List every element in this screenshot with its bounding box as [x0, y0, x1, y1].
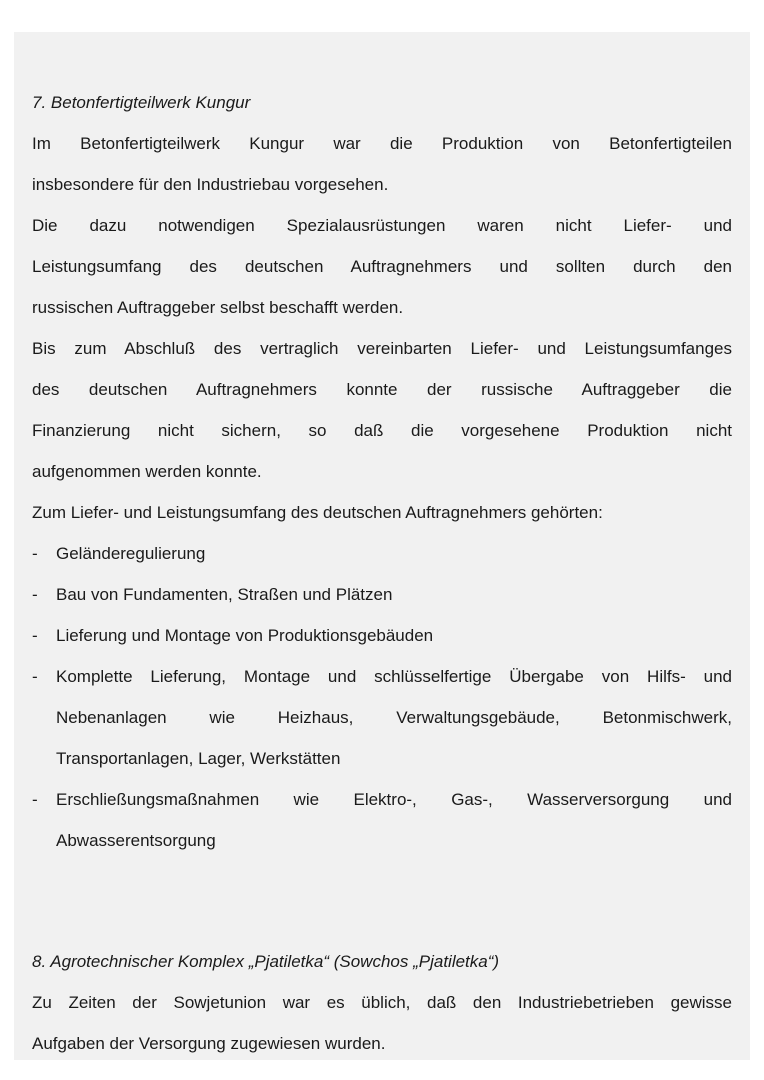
list-item: [32, 615, 732, 656]
text-line: Finanzierung nicht sichern, so daß die vorgesehene Produktion nicht: [32, 421, 732, 440]
section-7-paragraph-1: [32, 123, 732, 205]
scope-list: [32, 533, 732, 861]
text-line: Die dazu notwendigen Spezialausrüstungen waren nicht Liefer- und: [32, 216, 732, 235]
list-bullet: -: [32, 790, 38, 809]
list-item: [32, 656, 732, 779]
section-7-paragraph-2: [32, 205, 732, 328]
text-line: Aufgaben der Versorgung zugewiesen wurden.: [32, 1034, 386, 1053]
text-line: insbesondere für den Industriebau vorgesehen.: [32, 175, 389, 194]
section-8-paragraph-1: [32, 982, 732, 1064]
section-7: [32, 82, 732, 861]
text-line: Zu Zeiten der Sowjetunion war es üblich, daß den Industriebetrieben gewisse: [32, 993, 732, 1012]
list-item-line: Geländeregulierung: [56, 544, 206, 563]
list-item: [32, 533, 732, 574]
section-7-paragraph-4: Zum Liefer- und Leistungsumfang des deutschen Auftragnehmers gehörten:: [32, 503, 603, 522]
list-item-line: Nebenanlagen wie Heizhaus, Verwaltungsgebäude, Betonmischwerk,: [56, 708, 732, 727]
list-item-line: Komplette Lieferung, Montage und schlüsselfertige Übergabe von Hilfs- und: [56, 667, 732, 686]
list-bullet: -: [32, 585, 38, 604]
list-bullet: -: [32, 544, 38, 563]
section-8-heading: 8. Agrotechnischer Komplex „Pjatiletka“ (Sowchos „Pjatiletka“): [32, 952, 500, 971]
list-item: [32, 574, 732, 615]
document-page: [14, 32, 750, 1060]
list-item-line: Abwasserentsorgung: [56, 831, 216, 850]
text-line: aufgenommen werden konnte.: [32, 462, 262, 481]
text-line: russischen Auftraggeber selbst beschafft werden.: [32, 298, 404, 317]
text-line: Im Betonfertigteilwerk Kungur war die Produktion von Betonfertigteilen: [32, 134, 732, 153]
text-line: Bis zum Abschluß des vertraglich vereinbarten Liefer- und Leistungsumfanges: [32, 339, 732, 358]
list-item-line: Transportanlagen, Lager, Werkstätten: [56, 749, 341, 768]
section-7-heading: 7. Betonfertigteilwerk Kungur: [32, 93, 251, 112]
list-item-line: Bau von Fundamenten, Straßen und Plätzen: [56, 585, 393, 604]
list-bullet: -: [32, 667, 38, 686]
list-item: [32, 779, 732, 861]
text-line: Leistungsumfang des deutschen Auftragnehmers und sollten durch den: [32, 257, 732, 276]
list-bullet: -: [32, 626, 38, 645]
list-item-line: Lieferung und Montage von Produktionsgebäuden: [56, 626, 434, 645]
section-8: [32, 941, 732, 1064]
text-line: des deutschen Auftragnehmers konnte der russische Auftraggeber die: [32, 380, 732, 399]
list-item-line: Erschließungsmaßnahmen wie Elektro-, Gas-, Wasserversorgung und: [56, 790, 732, 809]
section-7-paragraph-3: [32, 328, 732, 492]
